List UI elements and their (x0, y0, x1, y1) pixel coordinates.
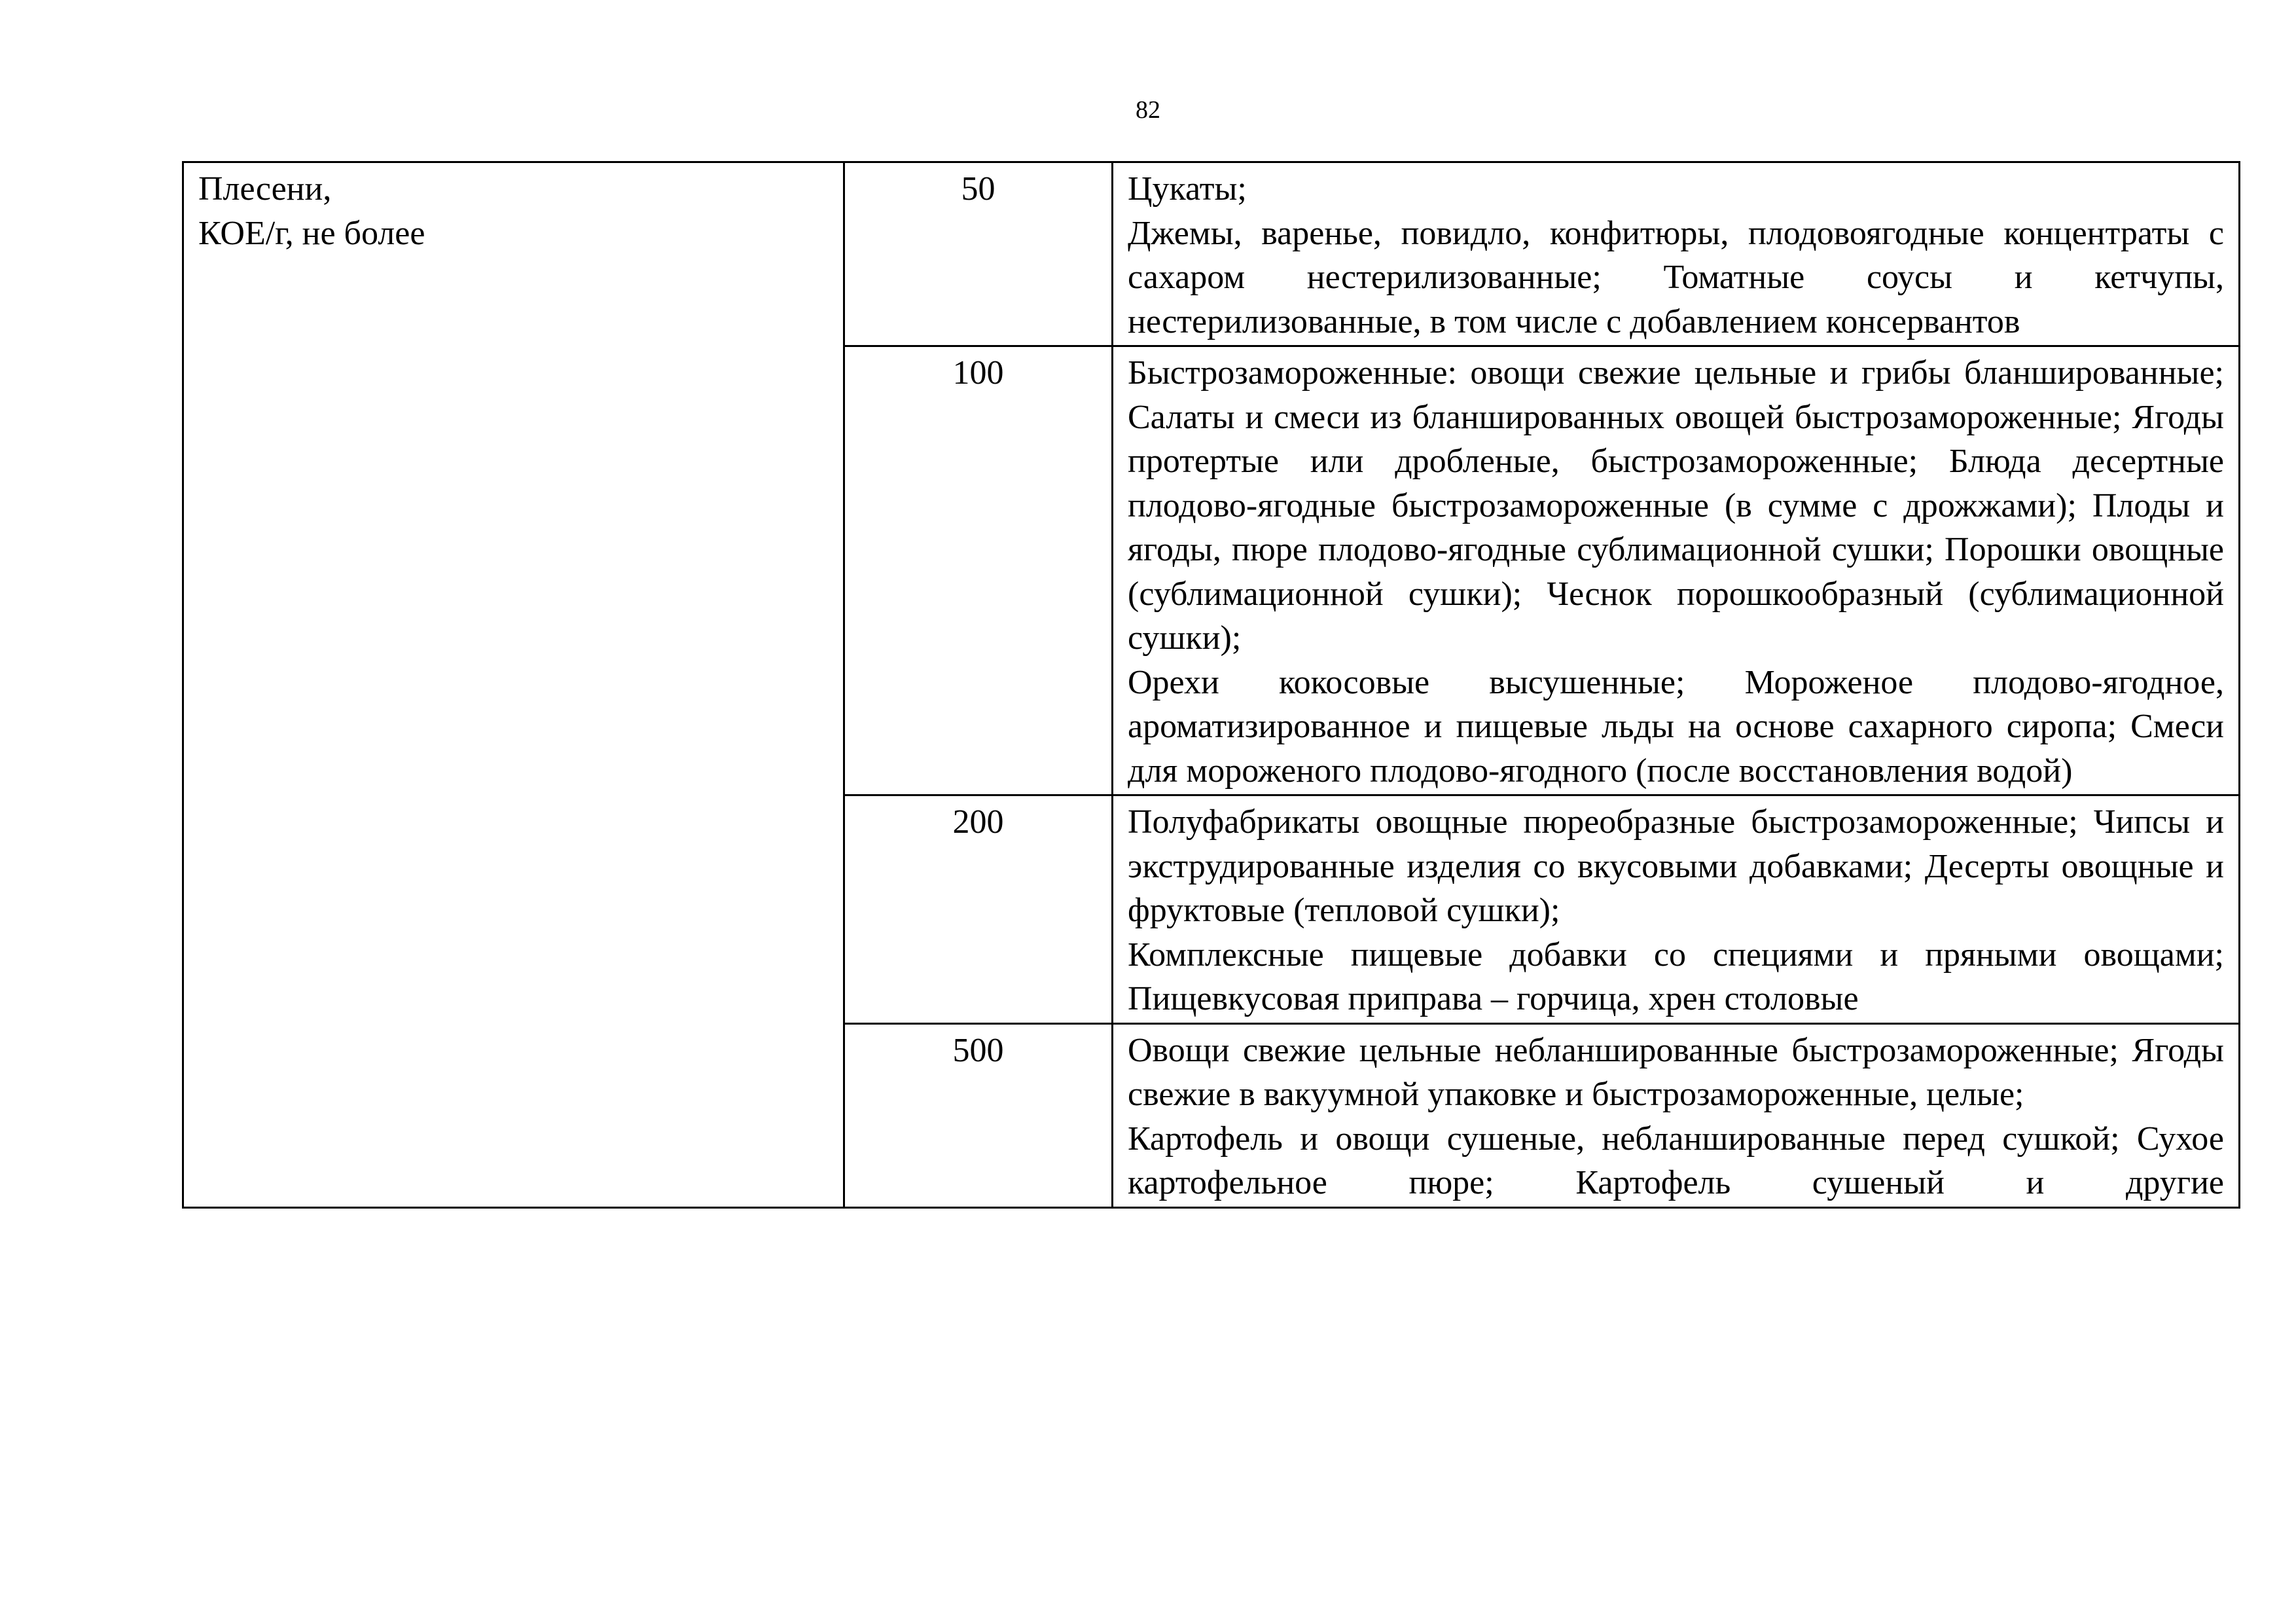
products-cell (1113, 346, 2240, 795)
microbiology-norms-table (182, 161, 2240, 1209)
limit-value-cell: 500 (844, 1023, 1113, 1207)
limit-value-cell: 100 (844, 346, 1113, 795)
products-paragraph: Полуфабрикаты овощные пюреобразные быстрозамороженные; Чипсы и экструдированные изделия со вкусовыми добавками; Десерты овощные и фруктовые (тепловой сушки); (1128, 803, 2224, 929)
products-paragraph: Овощи свежие цельные небланшированные быстрозамороженные; Ягоды свежие в вакуумной упаковке и быстрозамороженные, целые; (1128, 1031, 2224, 1113)
products-paragraph: Джемы, варенье, повидло, конфитюры, плодовоягодные концентраты с сахаром нестерилизованные; Томатные соусы и кетчупы, нестерилизованные, в том числе с добавлением консервантов (1128, 214, 2224, 340)
limit-value-cell: 200 (844, 795, 1113, 1024)
products-paragraph: Комплексные пищевые добавки со специями и пряными овощами; Пищевкусовая приправа – горчица, хрен столовые (1128, 936, 2224, 1017)
products-cell (1113, 162, 2240, 346)
indicator-name: Плесени, (198, 170, 332, 208)
products-paragraph: Орехи кокосовые высушенные; Мороженое плодово-ягодное, ароматизированное и пищевые льды на основе сахарного сиропа; Смеси для мороженого плодово-ягодного (после восстановления водой) (1128, 663, 2224, 790)
table-row (183, 162, 2240, 346)
indicator-cell (183, 162, 844, 1208)
page-number: 82 (1136, 96, 1160, 124)
indicator-unit: КОЕ/г, не более (198, 214, 425, 252)
products-cell (1113, 1023, 2240, 1207)
products-cell (1113, 795, 2240, 1024)
products-paragraph: Цукаты; (1128, 170, 1247, 208)
products-paragraph: Картофель и овощи сушеные, небланшированные перед сушкой; Сухое картофельное пюре; Картофель сушеный и другие (1128, 1120, 2224, 1201)
limit-value-cell: 50 (844, 162, 1113, 346)
products-paragraph: Быстрозамороженные: овощи свежие цельные и грибы бланшированные; Салаты и смеси из бланшированных овощей быстрозамороженные; Ягоды протертые или дробленые, быстрозамороженные; Блюда десертные плодово-ягодные быстрозамороженные (в сумме с дрожжами); Плоды и ягоды, пюре плодово-ягодные сублимационной сушки; Порошки овощные (сублимационной сушки); Чеснок порошкообразный (сублимационной сушки); (1128, 354, 2224, 657)
